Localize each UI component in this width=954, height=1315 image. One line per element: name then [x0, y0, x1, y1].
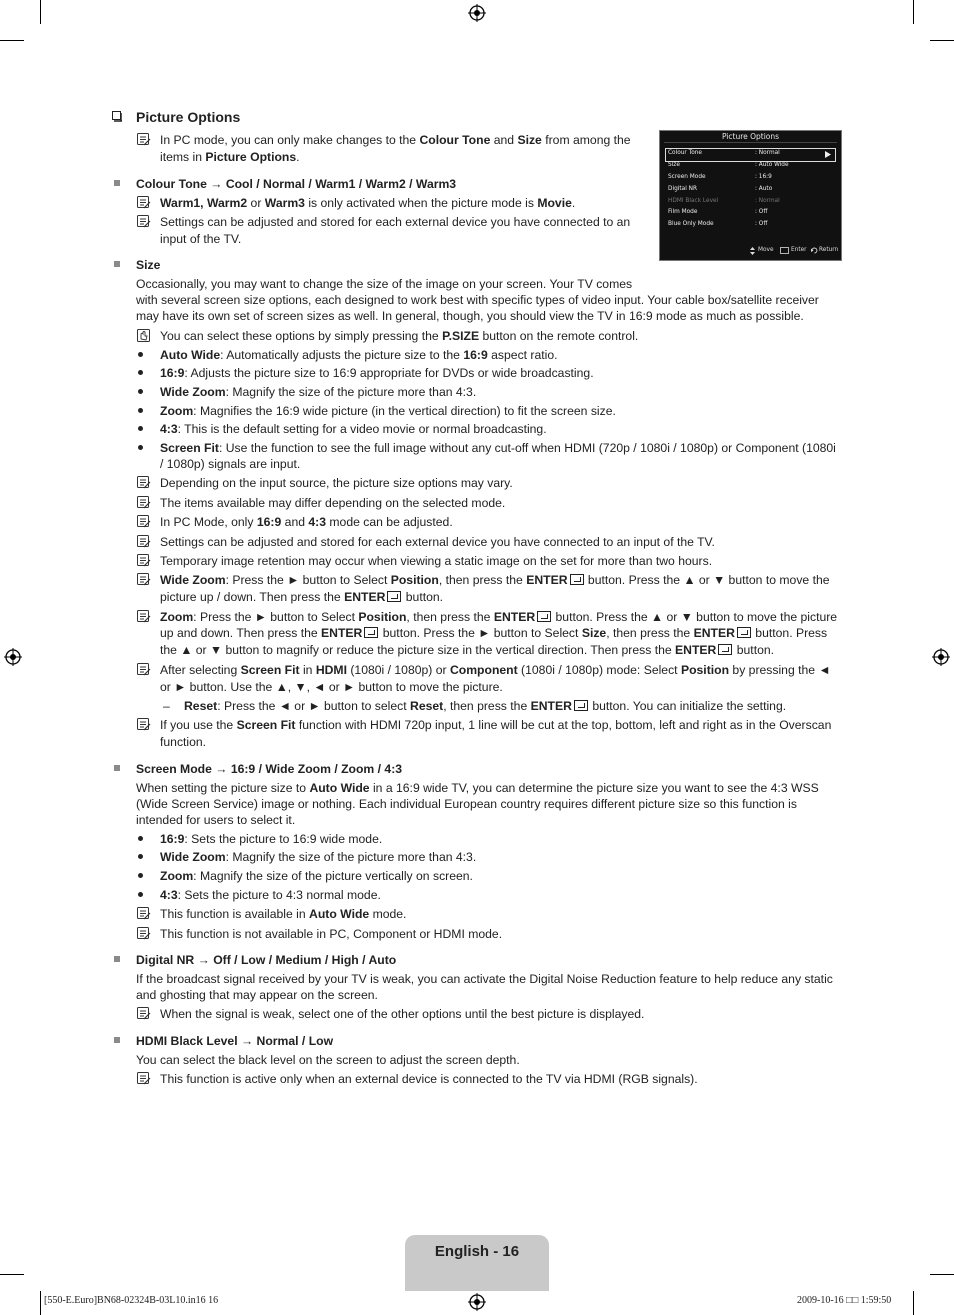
osd-row-label: Screen Mode — [668, 174, 706, 180]
registration-mark-icon — [468, 4, 486, 22]
osd-row-label: Size — [668, 162, 680, 168]
bullet-icon — [138, 892, 143, 897]
file-info: [550-E.Euro]BN68-02324B-03L10.in16 16 — [44, 1295, 219, 1306]
enter-icon — [574, 700, 588, 711]
screen-mode-option-16-9: 16:9: Sets the picture to 16:9 wide mode. — [160, 832, 383, 846]
remote-hand-icon — [137, 329, 151, 343]
size-note-items: The items available may differ depending on the selected mode. — [160, 496, 506, 510]
section-square-icon — [114, 261, 120, 267]
digital-nr-paragraph-line2: and ghosting that may appear on the screen. — [136, 988, 378, 1002]
size-option-wide-zoom: Wide Zoom: Magnify the size of the picture more than 4:3. — [160, 385, 477, 399]
colour-tone-heading: Colour Tone → Cool / Normal / Warm1 / Warm2 / Warm3 — [136, 177, 457, 191]
colour-tone-note1: Warm1, Warm2 or Warm3 is only activated when the picture mode is Movie. — [160, 196, 576, 210]
checkbox-icon — [112, 111, 123, 122]
bullet-icon — [138, 352, 143, 357]
screen-mode-paragraph-line2: (Wide Screen Service) image or nothing. Each individual European country requires different picture size so this function is — [136, 797, 797, 811]
size-option-4-3: 4:3: This is the default setting for a video movie or normal broadcasting. — [160, 422, 547, 436]
osd-enter-label: Enter — [791, 247, 807, 253]
bullet-icon — [138, 370, 143, 375]
note-icon — [137, 476, 151, 490]
note-icon — [137, 610, 151, 624]
osd-row-label: Film Mode — [668, 209, 698, 215]
bullet-icon — [138, 836, 143, 841]
note-icon — [137, 133, 151, 147]
registration-mark-icon — [468, 1293, 486, 1311]
digital-nr-paragraph-line1: If the broadcast signal received by your TV is weak, you can activate the Digital Noise Reduction feature to help reduce any static — [136, 972, 833, 986]
date-info: 2009-10-16 □□ 1:59:50 — [797, 1295, 892, 1306]
note-icon — [137, 535, 151, 549]
enter-icon — [780, 247, 789, 254]
screen-mode-option-zoom: Zoom: Magnify the size of the picture vertically on screen. — [160, 869, 473, 883]
size-screen-fit-note-line2: or ► button. Use the ▲, ▼, ◄ or ► button to move the picture. — [160, 680, 503, 694]
osd-row-label: Blue Only Mode — [668, 221, 714, 227]
size-option-16-9: 16:9: Adjusts the picture size to 16:9 appropriate for DVDs or wide broadcasting. — [160, 366, 594, 380]
section-title: Picture Options — [136, 109, 241, 125]
note-icon — [137, 663, 151, 677]
enter-icon — [737, 627, 751, 638]
screen-mode-note2: This function is not available in PC, Component or HDMI mode. — [160, 927, 503, 941]
note-icon — [137, 496, 151, 510]
size-note-input-source: Depending on the input source, the picture size options may vary. — [160, 476, 513, 490]
digital-nr-heading: Digital NR → Off / Low / Medium / High / Auto — [136, 953, 397, 967]
dash-marker: – — [163, 699, 170, 713]
osd-row-label: Colour Tone — [668, 150, 702, 156]
section-square-icon — [114, 956, 120, 962]
note-icon — [137, 573, 151, 587]
screen-mode-note1: This function is available in Auto Wide mode. — [160, 907, 407, 921]
osd-row-label: HDMI Black Level — [668, 198, 719, 204]
size-paragraph-line2: with several screen size options, each designed to work best with specific types of video input. Your cable box/satellite receiver — [136, 293, 819, 307]
enter-icon — [570, 574, 584, 585]
crop-mark — [930, 1274, 954, 1275]
osd-picture-options-menu — [659, 130, 842, 261]
screen-mode-heading: Screen Mode → 16:9 / Wide Zoom / Zoom / 4:3 — [136, 762, 403, 776]
crop-mark — [930, 40, 954, 41]
return-icon — [811, 247, 818, 254]
screen-mode-option-4-3: 4:3: Sets the picture to 4:3 normal mode. — [160, 888, 381, 902]
size-option-auto-wide: Auto Wide: Automatically adjusts the picture size to the 16:9 aspect ratio. — [160, 348, 558, 362]
enter-icon — [364, 627, 378, 638]
crop-mark — [40, 0, 41, 24]
osd-row-value: : 16:9 — [755, 174, 772, 180]
registration-mark-icon — [4, 648, 22, 666]
section-square-icon — [114, 180, 120, 186]
size-hdmi720-note-line1: If you use the Screen Fit function with HDMI 720p input, 1 line will be cut at the top, bottom, left and right as in the Overscan — [160, 718, 832, 732]
size-note-retention: Temporary image retention may occur when viewing a static image on the set for more than two hours. — [160, 554, 713, 568]
osd-title: Picture Options — [721, 132, 780, 141]
hdmi-black-heading: HDMI Black Level → Normal / Low — [136, 1034, 334, 1048]
size-wide-zoom-note-line2: picture up / down. Then press the ENTER button. — [160, 590, 444, 604]
osd-row-value: : Normal — [755, 198, 780, 204]
crop-mark — [913, 1291, 914, 1315]
size-option-zoom: Zoom: Magnifies the 16:9 wide picture (in the vertical direction) to fit the screen size. — [160, 404, 616, 418]
osd-row-value: : Auto — [755, 186, 773, 192]
colour-tone-note2-line2: input of the TV. — [160, 232, 242, 246]
page-number: English - 16 — [434, 1243, 520, 1260]
size-option-screen-fit-line2: / 1080p) signals are input. — [160, 457, 301, 471]
note-icon — [137, 515, 151, 529]
screen-mode-option-wide-zoom: Wide Zoom: Magnify the size of the picture more than 4:3. — [160, 850, 477, 864]
colour-tone-note2-line1: Settings can be adjusted and stored for each external device you have connected to an — [160, 215, 631, 229]
note-icon — [137, 907, 151, 921]
digital-nr-note: When the signal is weak, select one of the other options until the best picture is displayed. — [160, 1007, 645, 1021]
note-icon — [137, 196, 151, 210]
bullet-icon — [138, 873, 143, 878]
size-paragraph-line3: may have its own set of screen sizes as well. In general, though, you should view the TV in 16:9 mode as much as possible. — [136, 309, 804, 323]
osd-move-label: Move — [758, 247, 774, 253]
arrow-right-icon — [825, 151, 831, 158]
bullet-icon — [138, 445, 143, 450]
osd-return-label: Return — [819, 247, 839, 253]
size-remote-note: You can select these options by simply pressing the P.SIZE button on the remote control. — [160, 329, 639, 343]
size-note-pc-mode: In PC Mode, only 16:9 and 4:3 mode can be adjusted. — [160, 515, 453, 529]
size-option-screen-fit-line1: Screen Fit: Use the function to see the full image without any cut-off when HDMI (720p / 1080i / 1080p) or Component (1080i — [160, 441, 836, 455]
size-screen-fit-note-line1: After selecting Screen Fit in HDMI (1080i / 1080p) or Component (1080i / 1080p) mode: Select Position by pressing the ◄ — [160, 663, 831, 677]
size-reset-note: Reset: Press the ◄ or ► button to select Reset, then press the ENTER button. You can initialize the setting. — [184, 699, 787, 713]
crop-mark — [0, 1274, 24, 1275]
hdmi-black-paragraph: You can select the black level on the screen to adjust the screen depth. — [136, 1053, 520, 1067]
bullet-icon — [138, 408, 143, 413]
enter-icon — [718, 644, 732, 655]
section-square-icon — [114, 1037, 120, 1043]
bullet-icon — [138, 854, 143, 859]
enter-icon — [387, 591, 401, 602]
screen-mode-paragraph-line3: intended for users to select it. — [136, 813, 296, 827]
bullet-icon — [138, 389, 143, 394]
size-heading: Size — [136, 258, 161, 272]
size-note-settings: Settings can be adjusted and stored for each external device you have connected to an input of the TV. — [160, 535, 715, 549]
size-paragraph-line1: Occasionally, you may want to change the size of the image on your screen. Your TV comes — [136, 277, 633, 291]
size-hdmi720-note-line2: function. — [160, 735, 207, 749]
bullet-icon — [138, 426, 143, 431]
crop-mark — [0, 40, 24, 41]
note-icon — [137, 554, 151, 568]
note-icon — [137, 927, 151, 941]
size-wide-zoom-note-line1: Wide Zoom: Press the ► button to Select Position, then press the ENTER button. Press the ▲ or ▼ button to move the — [160, 573, 830, 587]
enter-icon — [537, 611, 551, 622]
intro-note-line2: items in Picture Options. — [160, 150, 300, 164]
size-zoom-note-line1: Zoom: Press the ► button to Select Position, then press the ENTER button. Press the ▲ or ▼ button to move the picture — [160, 610, 838, 624]
osd-row-value: : Auto Wide — [755, 162, 789, 168]
intro-note-line1: In PC mode, you can only make changes to the Colour Tone and Size from among the — [160, 133, 631, 147]
note-icon — [137, 215, 151, 229]
screen-mode-paragraph-line1: When setting the picture size to Auto Wide in a 16:9 wide TV, you can determine the picture size you want to see the 4:3 WSS — [136, 781, 819, 795]
size-zoom-note-line3: the ▲ or ▼ button to magnify or reduce the picture size in the vertical direction. Then press the ENTER button. — [160, 643, 775, 657]
note-icon — [137, 1072, 151, 1086]
osd-row-value: : Off — [755, 209, 768, 215]
section-square-icon — [114, 765, 120, 771]
registration-mark-icon — [932, 648, 950, 666]
hdmi-black-note: This function is active only when an external device is connected to the TV via HDMI (RGB signals). — [160, 1072, 698, 1086]
page-number-tab — [405, 1235, 549, 1291]
size-zoom-note-line2: up and down. Then press the ENTER button. Press the ► button to Select Size, then press the ENTER button. Press — [160, 626, 828, 640]
osd-row-value: : Off — [755, 221, 768, 227]
crop-mark — [913, 0, 914, 24]
osd-row-value: : Normal — [755, 150, 780, 156]
osd-row-label: Digital NR — [668, 186, 698, 192]
osd-divider — [664, 142, 837, 143]
note-icon — [137, 1007, 151, 1021]
move-icon — [750, 247, 755, 255]
note-icon — [137, 718, 151, 732]
crop-mark — [40, 1291, 41, 1315]
